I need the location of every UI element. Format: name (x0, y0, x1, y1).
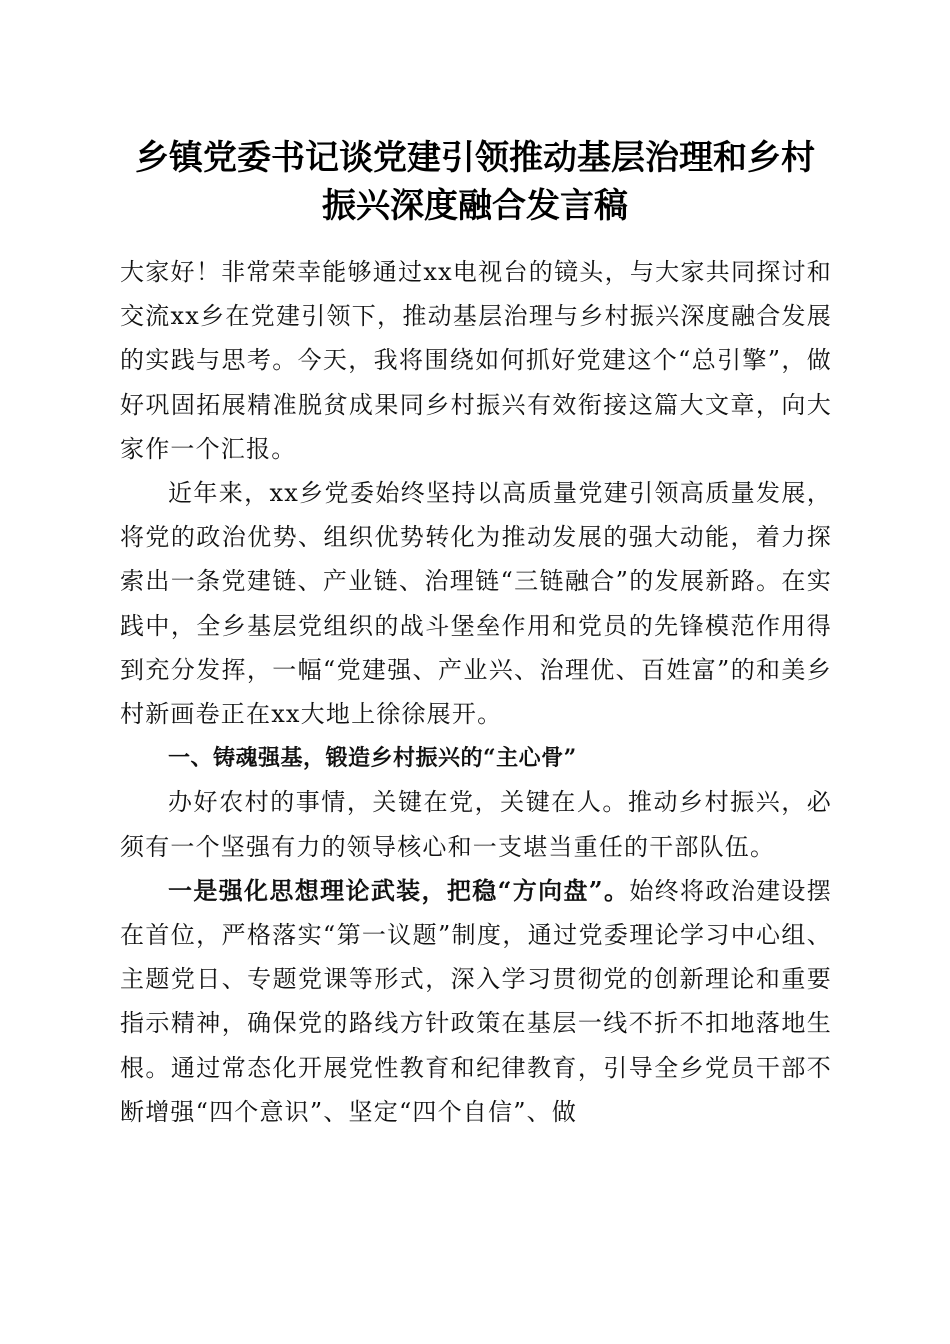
document-body (120, 250, 832, 1134)
point-1-lead: 一是强化思想理论武装，把稳“方向盘”。 (168, 875, 630, 905)
title-line-2: 振兴深度融合发言稿 (322, 186, 628, 226)
point-1-paragraph (120, 869, 832, 1134)
paragraph-overview: 近年来，xx乡党委始终坚持以高质量党建引领高质量发展，将党的政治优势、组织优势转化为推动发展的强大动能，着力探索出一条党建链、产业链、治理链“三链融合”的发展新路。在实践中，全乡基层党组织的战斗堡垒作用和党员的先锋模范作用得到充分发挥，一幅“党建强、产业兴、治理优、百姓富”的和美乡村新画卷正在xx大地上徐徐展开。 (120, 479, 832, 729)
document-title (100, 134, 850, 230)
section-heading-1: 一、铸魂强基，锻造乡村振兴的“主心骨” (168, 745, 577, 772)
section-1-intro: 办好农村的事情，关键在党，关键在人。推动乡村振兴，必须有一个坚强有力的领导核心和一支堪当重任的干部队伍。 (120, 788, 832, 861)
point-1-text: 始终将政治建设摆在首位，严格落实“第一议题”制度，通过党委理论学习中心组、主题党日、专题党课等形式，深入学习贯彻党的创新理论和重要指示精神，确保党的路线方针政策在基层一线不折不扣地落地生根。通过常态化开展党性教育和纪律教育，引导全乡党员干部不断增强“四个意识”、坚定“四个自信”、做 (120, 876, 832, 1126)
paragraph-greeting: 大家好！非常荣幸能够通过xx电视台的镜头，与大家共同探讨和交流xx乡在党建引领下，推动基层治理与乡村振兴深度融合发展的实践与思考。今天，我将围绕如何抓好党建这个“总引擎”，做好巩固拓展精准脱贫成果同乡村振兴有效衔接这篇大文章，向大家作一个汇报。 (120, 258, 832, 463)
title-line-1: 乡镇党委书记谈党建引领推动基层治理和乡村 (135, 138, 815, 178)
